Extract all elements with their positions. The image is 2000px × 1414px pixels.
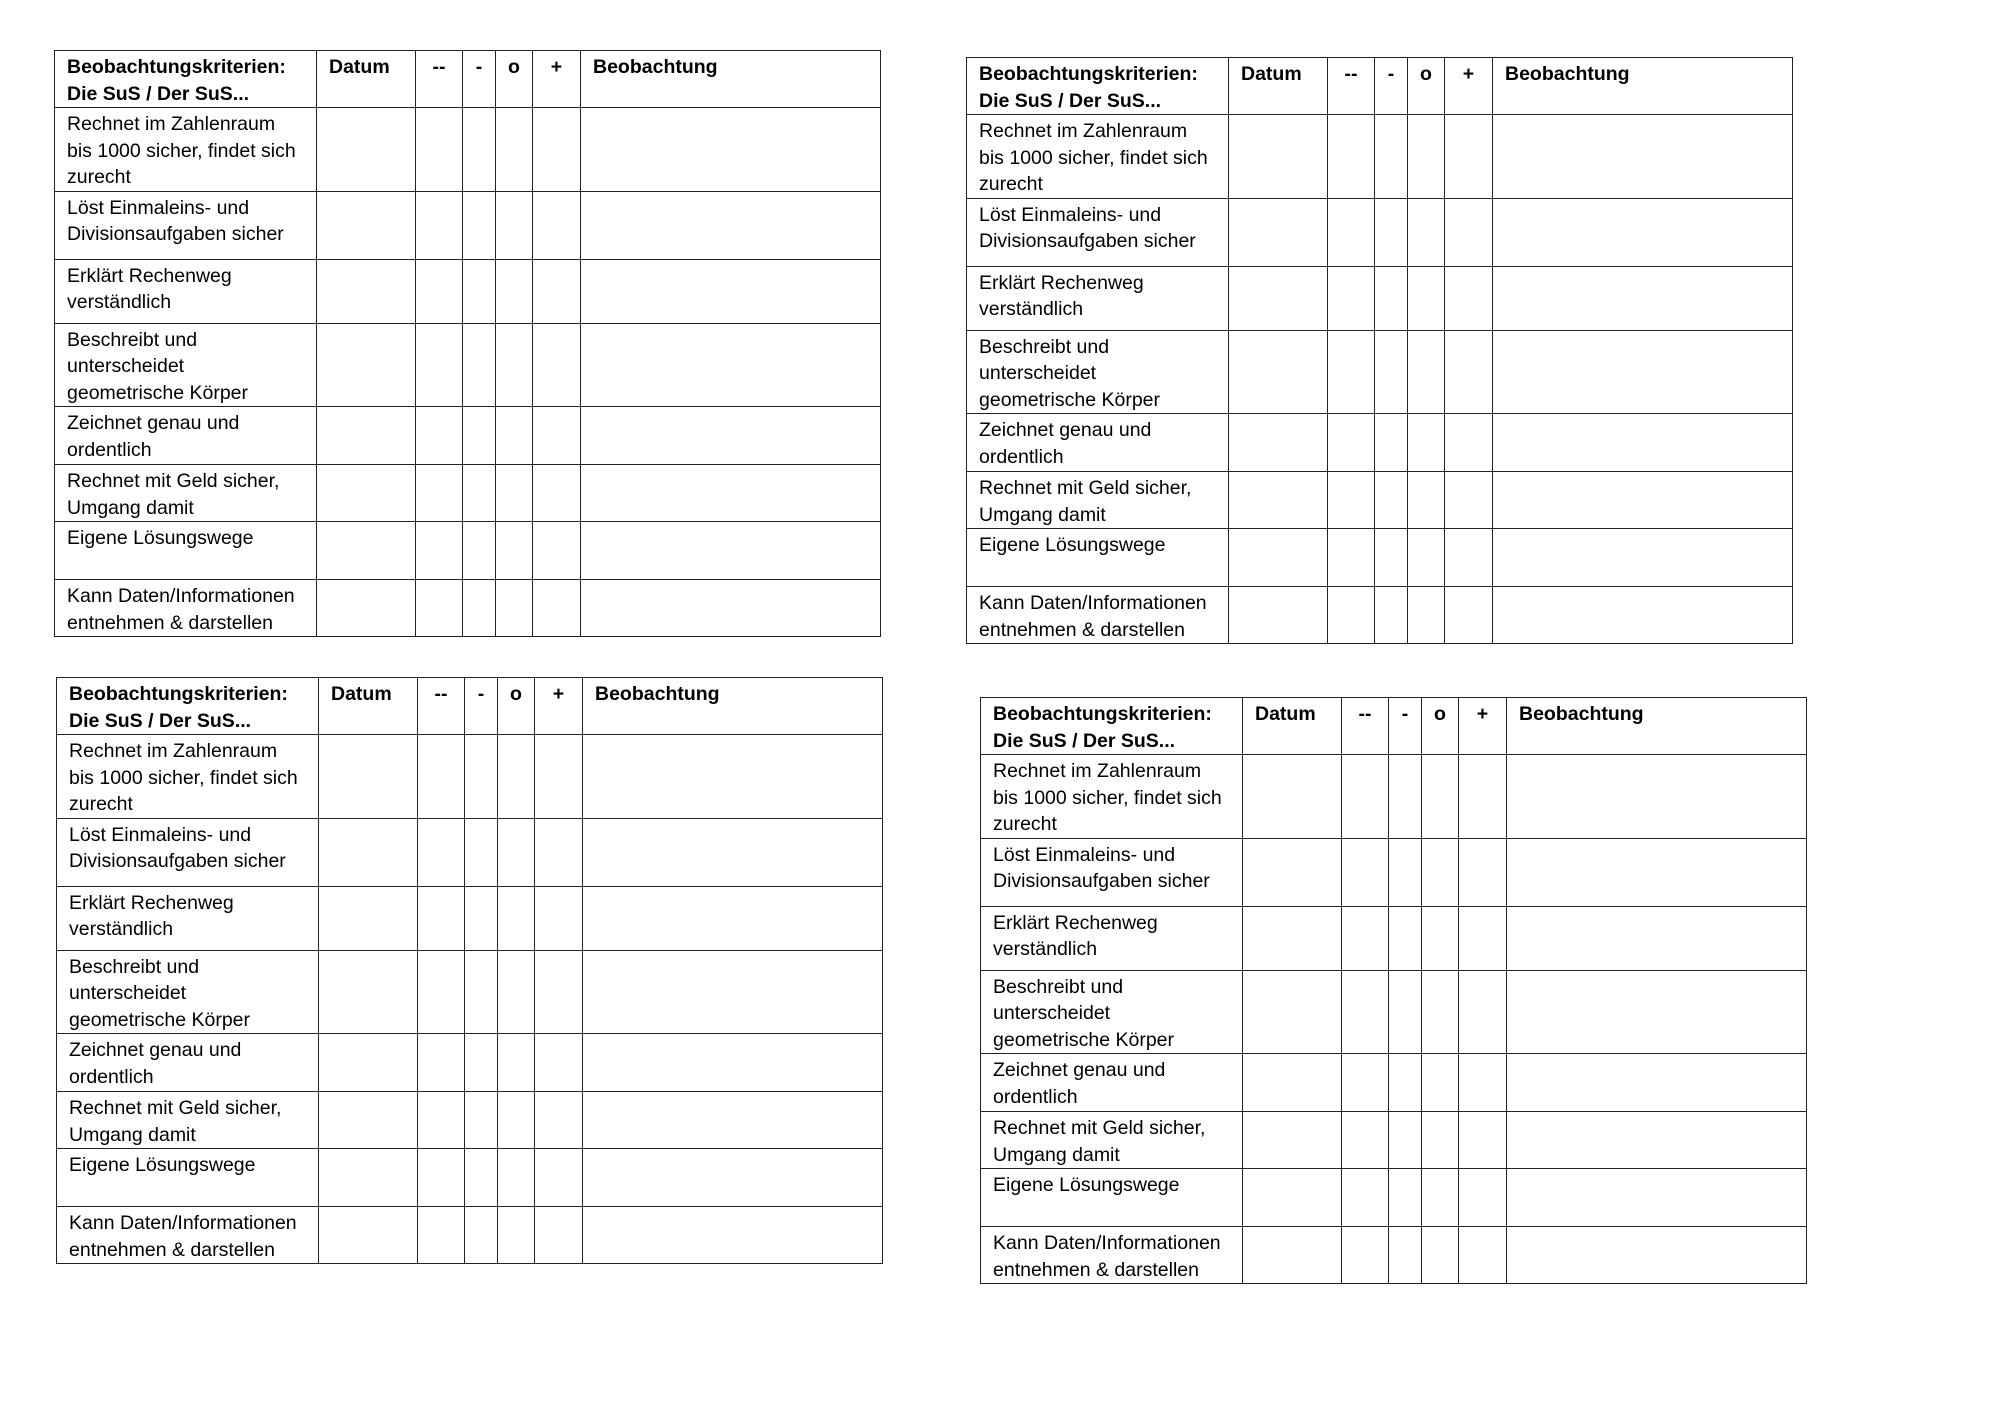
rating-cell[interactable] [1422, 755, 1459, 839]
rating-cell[interactable] [1408, 529, 1445, 587]
rating-cell[interactable] [1459, 1054, 1507, 1112]
rating-cell[interactable] [1389, 1169, 1422, 1227]
table-row [981, 1169, 1807, 1227]
rating-cell[interactable] [1375, 266, 1408, 330]
rating-cell[interactable] [416, 407, 463, 465]
rating-cell[interactable] [1408, 414, 1445, 472]
date-cell[interactable] [1229, 472, 1328, 529]
table-row [967, 472, 1793, 529]
rating-cell[interactable] [416, 259, 463, 323]
rating-cell[interactable] [418, 886, 465, 950]
rating-very-low-header: -- [416, 51, 463, 108]
date-header: Datum [1229, 58, 1328, 115]
rating-cell[interactable] [535, 1034, 583, 1092]
rating-cell[interactable] [498, 886, 535, 950]
table-row [981, 1227, 1807, 1284]
date-cell[interactable] [1229, 198, 1328, 266]
criterion-cell: Erklärt Rechenweg verständlich [967, 266, 1229, 330]
rating-cell[interactable] [1375, 115, 1408, 199]
table-row [967, 529, 1793, 587]
rating-cell[interactable] [465, 735, 498, 819]
rating-cell[interactable] [1375, 472, 1408, 529]
date-cell[interactable] [1229, 414, 1328, 472]
criterion-cell: Löst Einmaleins- und Divisionsaufgaben sicher [55, 191, 317, 259]
rating-cell[interactable] [465, 1207, 498, 1264]
rating-cell[interactable] [418, 1092, 465, 1149]
criterion-cell: Rechnet mit Geld sicher, Umgang damit [981, 1112, 1243, 1169]
rating-cell[interactable] [496, 323, 533, 407]
rating-cell[interactable] [463, 580, 496, 637]
rating-cell[interactable] [463, 191, 496, 259]
date-cell[interactable] [317, 407, 416, 465]
rating-cell[interactable] [1459, 838, 1507, 906]
rating-cell[interactable] [496, 465, 533, 522]
rating-cell[interactable] [1422, 906, 1459, 970]
criterion-cell: Kann Daten/Informationen entnehmen & darstellen [55, 580, 317, 637]
observation-cell[interactable] [581, 522, 881, 580]
table-row [57, 1207, 883, 1264]
observation-cell[interactable] [583, 1207, 883, 1264]
rating-cell[interactable] [535, 1092, 583, 1149]
rating-cell[interactable] [418, 1034, 465, 1092]
rating-low-header: - [463, 51, 496, 108]
rating-cell[interactable] [1342, 1112, 1389, 1169]
criterion-cell: Kann Daten/Informationen entnehmen & darstellen [57, 1207, 319, 1264]
observation-table [56, 677, 883, 1264]
rating-cell[interactable] [496, 522, 533, 580]
rating-cell[interactable] [1389, 906, 1422, 970]
date-cell[interactable] [1229, 529, 1328, 587]
rating-cell[interactable] [498, 1149, 535, 1207]
rating-cell[interactable] [1422, 838, 1459, 906]
rating-high-header: + [533, 51, 581, 108]
rating-very-low-header: -- [1328, 58, 1375, 115]
table-row [981, 755, 1807, 839]
table-header-row [981, 698, 1807, 755]
rating-cell[interactable] [463, 323, 496, 407]
date-cell[interactable] [1229, 330, 1328, 414]
date-cell[interactable] [319, 886, 418, 950]
observation-cell[interactable] [583, 1034, 883, 1092]
observation-cell[interactable] [1493, 414, 1793, 472]
observation-cell[interactable] [1507, 906, 1807, 970]
rating-cell[interactable] [1342, 1169, 1389, 1227]
date-cell[interactable] [319, 735, 418, 819]
rating-cell[interactable] [1408, 330, 1445, 414]
rating-cell[interactable] [1375, 587, 1408, 644]
observation-cell[interactable] [1493, 529, 1793, 587]
rating-cell[interactable] [1375, 330, 1408, 414]
table-row [967, 115, 1793, 199]
rating-cell[interactable] [496, 191, 533, 259]
rating-cell[interactable] [496, 580, 533, 637]
rating-cell[interactable] [1328, 198, 1375, 266]
date-cell[interactable] [1243, 755, 1342, 839]
rating-cell[interactable] [416, 323, 463, 407]
date-cell[interactable] [317, 259, 416, 323]
criterion-cell: Kann Daten/Informationen entnehmen & darstellen [967, 587, 1229, 644]
rating-cell[interactable] [418, 1149, 465, 1207]
observation-cell[interactable] [1493, 330, 1793, 414]
rating-cell[interactable] [535, 818, 583, 886]
date-cell[interactable] [317, 465, 416, 522]
rating-cell[interactable] [1375, 529, 1408, 587]
date-cell[interactable] [1243, 1054, 1342, 1112]
rating-cell[interactable] [1445, 414, 1493, 472]
rating-cell[interactable] [535, 735, 583, 819]
date-cell[interactable] [317, 191, 416, 259]
criterion-cell: Eigene Lösungswege [981, 1169, 1243, 1227]
observation-cell[interactable] [583, 735, 883, 819]
observation-table [980, 697, 1807, 1284]
date-cell[interactable] [319, 950, 418, 1034]
rating-low-header: - [1375, 58, 1408, 115]
date-cell[interactable] [317, 108, 416, 192]
rating-cell[interactable] [1328, 529, 1375, 587]
rating-cell[interactable] [463, 465, 496, 522]
date-cell[interactable] [1229, 266, 1328, 330]
rating-cell[interactable] [498, 818, 535, 886]
criterion-cell: Rechnet im Zahlenraum bis 1000 sicher, findet sich zurecht [967, 115, 1229, 199]
observation-table [966, 57, 1793, 644]
criterion-cell: Beschreibt und unterscheidet geometrische Körper [981, 970, 1243, 1054]
rating-cell[interactable] [1459, 970, 1507, 1054]
criterion-cell: Rechnet im Zahlenraum bis 1000 sicher, findet sich zurecht [981, 755, 1243, 839]
criterion-cell: Eigene Lösungswege [55, 522, 317, 580]
rating-cell[interactable] [463, 108, 496, 192]
date-cell[interactable] [1229, 587, 1328, 644]
criteria-header: Beobachtungskriterien: Die SuS / Der SuS... [967, 58, 1229, 115]
rating-cell[interactable] [1445, 529, 1493, 587]
rating-cell[interactable] [535, 886, 583, 950]
observation-cell[interactable] [583, 950, 883, 1034]
rating-low-header: - [1389, 698, 1422, 755]
observation-cell[interactable] [581, 108, 881, 192]
rating-very-low-header: -- [418, 678, 465, 735]
rating-cell[interactable] [463, 259, 496, 323]
criterion-cell: Löst Einmaleins- und Divisionsaufgaben sicher [967, 198, 1229, 266]
date-header: Datum [319, 678, 418, 735]
rating-low-header: - [465, 678, 498, 735]
criterion-cell: Zeichnet genau und ordentlich [55, 407, 317, 465]
date-cell[interactable] [319, 1149, 418, 1207]
rating-cell[interactable] [1328, 472, 1375, 529]
table-row [55, 522, 881, 580]
criterion-cell: Zeichnet genau und ordentlich [967, 414, 1229, 472]
observation-cell[interactable] [1507, 1054, 1807, 1112]
table-row [981, 970, 1807, 1054]
rating-cell[interactable] [1328, 587, 1375, 644]
rating-cell[interactable] [498, 1092, 535, 1149]
observation-cell[interactable] [581, 191, 881, 259]
rating-cell[interactable] [1342, 755, 1389, 839]
rating-cell[interactable] [1422, 1227, 1459, 1284]
observation-cell[interactable] [581, 407, 881, 465]
observation-cell[interactable] [583, 1092, 883, 1149]
date-cell[interactable] [319, 1034, 418, 1092]
table-header-row [57, 678, 883, 735]
rating-cell[interactable] [1459, 1112, 1507, 1169]
criterion-cell: Beschreibt und unterscheidet geometrische Körper [967, 330, 1229, 414]
table-row [967, 587, 1793, 644]
rating-cell[interactable] [1375, 414, 1408, 472]
rating-cell[interactable] [1408, 115, 1445, 199]
date-cell[interactable] [1229, 115, 1328, 199]
rating-neutral-header: o [1422, 698, 1459, 755]
rating-cell[interactable] [533, 191, 581, 259]
criterion-cell: Rechnet im Zahlenraum bis 1000 sicher, findet sich zurecht [57, 735, 319, 819]
criterion-cell: Beschreibt und unterscheidet geometrische Körper [55, 323, 317, 407]
observation-header: Beobachtung [583, 678, 883, 735]
rating-cell[interactable] [1445, 330, 1493, 414]
rating-cell[interactable] [1328, 266, 1375, 330]
rating-cell[interactable] [1389, 755, 1422, 839]
date-cell[interactable] [317, 323, 416, 407]
rating-cell[interactable] [533, 108, 581, 192]
rating-neutral-header: o [496, 51, 533, 108]
table-row [981, 1112, 1807, 1169]
observation-header: Beobachtung [581, 51, 881, 108]
rating-cell[interactable] [498, 1034, 535, 1092]
rating-cell[interactable] [416, 191, 463, 259]
rating-cell[interactable] [465, 950, 498, 1034]
rating-cell[interactable] [1389, 1227, 1422, 1284]
rating-cell[interactable] [463, 522, 496, 580]
rating-cell[interactable] [1422, 1169, 1459, 1227]
rating-cell[interactable] [465, 1092, 498, 1149]
rating-cell[interactable] [496, 108, 533, 192]
observation-cell[interactable] [583, 1149, 883, 1207]
rating-cell[interactable] [1328, 414, 1375, 472]
criterion-cell: Erklärt Rechenweg verständlich [981, 906, 1243, 970]
rating-neutral-header: o [1408, 58, 1445, 115]
date-cell[interactable] [1243, 906, 1342, 970]
rating-cell[interactable] [463, 407, 496, 465]
rating-cell[interactable] [533, 580, 581, 637]
rating-cell[interactable] [416, 522, 463, 580]
observation-cell[interactable] [1493, 266, 1793, 330]
table-row [57, 735, 883, 819]
rating-neutral-header: o [498, 678, 535, 735]
table-row [55, 323, 881, 407]
table-row [55, 191, 881, 259]
rating-cell[interactable] [1389, 1112, 1422, 1169]
date-header: Datum [1243, 698, 1342, 755]
criterion-cell: Rechnet im Zahlenraum bis 1000 sicher, findet sich zurecht [55, 108, 317, 192]
rating-cell[interactable] [1342, 838, 1389, 906]
rating-cell[interactable] [533, 522, 581, 580]
observation-cell[interactable] [1493, 198, 1793, 266]
observation-cell[interactable] [1507, 1227, 1807, 1284]
rating-cell[interactable] [1422, 1112, 1459, 1169]
observation-cell[interactable] [1507, 1112, 1807, 1169]
date-cell[interactable] [1243, 1227, 1342, 1284]
table-row [967, 414, 1793, 472]
rating-cell[interactable] [1342, 970, 1389, 1054]
table-row [981, 838, 1807, 906]
rating-cell[interactable] [533, 259, 581, 323]
observation-cell[interactable] [1493, 115, 1793, 199]
rating-cell[interactable] [418, 1207, 465, 1264]
observation-cell[interactable] [581, 323, 881, 407]
rating-cell[interactable] [465, 818, 498, 886]
rating-cell[interactable] [416, 580, 463, 637]
criterion-cell: Beschreibt und unterscheidet geometrische Körper [57, 950, 319, 1034]
observation-header: Beobachtung [1493, 58, 1793, 115]
rating-cell[interactable] [496, 407, 533, 465]
rating-cell[interactable] [1445, 115, 1493, 199]
table-row [55, 108, 881, 192]
rating-cell[interactable] [1459, 1169, 1507, 1227]
rating-cell[interactable] [535, 1207, 583, 1264]
observation-cell[interactable] [583, 818, 883, 886]
rating-cell[interactable] [465, 1034, 498, 1092]
observation-cell[interactable] [1507, 838, 1807, 906]
criterion-cell: Eigene Lösungswege [967, 529, 1229, 587]
rating-high-header: + [1459, 698, 1507, 755]
observation-cell[interactable] [581, 259, 881, 323]
table-row [57, 1092, 883, 1149]
criterion-cell: Zeichnet genau und ordentlich [57, 1034, 319, 1092]
criterion-cell: Kann Daten/Informationen entnehmen & darstellen [981, 1227, 1243, 1284]
rating-cell[interactable] [465, 886, 498, 950]
rating-cell[interactable] [1445, 472, 1493, 529]
date-cell[interactable] [317, 580, 416, 637]
rating-cell[interactable] [533, 465, 581, 522]
date-cell[interactable] [1243, 970, 1342, 1054]
rating-cell[interactable] [1408, 587, 1445, 644]
rating-cell[interactable] [418, 818, 465, 886]
criterion-cell: Zeichnet genau und ordentlich [981, 1054, 1243, 1112]
table-row [967, 198, 1793, 266]
rating-cell[interactable] [1328, 115, 1375, 199]
date-cell[interactable] [319, 818, 418, 886]
table-row [57, 1034, 883, 1092]
criterion-cell: Rechnet mit Geld sicher, Umgang damit [967, 472, 1229, 529]
observation-table [54, 50, 881, 637]
observation-header: Beobachtung [1507, 698, 1807, 755]
rating-cell[interactable] [1408, 472, 1445, 529]
table-row [57, 1149, 883, 1207]
date-cell[interactable] [1243, 1112, 1342, 1169]
criteria-header: Beobachtungskriterien: Die SuS / Der SuS... [57, 678, 319, 735]
criterion-cell: Rechnet mit Geld sicher, Umgang damit [55, 465, 317, 522]
rating-cell[interactable] [1445, 198, 1493, 266]
rating-cell[interactable] [1408, 198, 1445, 266]
rating-cell[interactable] [1375, 198, 1408, 266]
observation-cell[interactable] [1507, 1169, 1807, 1227]
rating-cell[interactable] [1422, 1054, 1459, 1112]
rating-cell[interactable] [1342, 1227, 1389, 1284]
rating-cell[interactable] [535, 1149, 583, 1207]
criteria-header: Beobachtungskriterien: Die SuS / Der SuS... [55, 51, 317, 108]
observation-cell[interactable] [1507, 755, 1807, 839]
date-cell[interactable] [1243, 1169, 1342, 1227]
rating-cell[interactable] [535, 950, 583, 1034]
rating-cell[interactable] [498, 950, 535, 1034]
criterion-cell: Rechnet mit Geld sicher, Umgang damit [57, 1092, 319, 1149]
observation-cell[interactable] [1493, 472, 1793, 529]
table-header-row [55, 51, 881, 108]
date-cell[interactable] [317, 522, 416, 580]
observation-cell[interactable] [1493, 587, 1793, 644]
rating-cell[interactable] [1445, 266, 1493, 330]
rating-cell[interactable] [533, 407, 581, 465]
date-header: Datum [317, 51, 416, 108]
observation-cell[interactable] [581, 465, 881, 522]
observation-cell[interactable] [1507, 970, 1807, 1054]
table-row [981, 1054, 1807, 1112]
rating-very-low-header: -- [1342, 698, 1389, 755]
criterion-cell: Erklärt Rechenweg verständlich [57, 886, 319, 950]
rating-cell[interactable] [1445, 587, 1493, 644]
rating-cell[interactable] [1389, 1054, 1422, 1112]
criterion-cell: Löst Einmaleins- und Divisionsaufgaben sicher [981, 838, 1243, 906]
rating-cell[interactable] [416, 465, 463, 522]
rating-cell[interactable] [465, 1149, 498, 1207]
rating-cell[interactable] [1459, 906, 1507, 970]
rating-cell[interactable] [1389, 838, 1422, 906]
table-row [57, 886, 883, 950]
table-row [55, 259, 881, 323]
rating-cell[interactable] [418, 950, 465, 1034]
table-row [981, 906, 1807, 970]
table-row [55, 407, 881, 465]
rating-cell[interactable] [1459, 755, 1507, 839]
rating-cell[interactable] [498, 735, 535, 819]
date-cell[interactable] [319, 1207, 418, 1264]
table-row [967, 330, 1793, 414]
observation-cell[interactable] [583, 886, 883, 950]
table-row [55, 580, 881, 637]
rating-cell[interactable] [1342, 1054, 1389, 1112]
table-row [57, 950, 883, 1034]
table-row [55, 465, 881, 522]
rating-cell[interactable] [1389, 970, 1422, 1054]
rating-cell[interactable] [1422, 970, 1459, 1054]
table-row [967, 266, 1793, 330]
criterion-cell: Erklärt Rechenweg verständlich [55, 259, 317, 323]
observation-cell[interactable] [581, 580, 881, 637]
rating-cell[interactable] [1342, 906, 1389, 970]
rating-high-header: + [535, 678, 583, 735]
rating-cell[interactable] [1328, 330, 1375, 414]
rating-cell[interactable] [416, 108, 463, 192]
rating-cell[interactable] [1459, 1227, 1507, 1284]
criteria-header: Beobachtungskriterien: Die SuS / Der SuS... [981, 698, 1243, 755]
rating-cell[interactable] [498, 1207, 535, 1264]
date-cell[interactable] [1243, 838, 1342, 906]
rating-cell[interactable] [533, 323, 581, 407]
rating-cell[interactable] [418, 735, 465, 819]
rating-cell[interactable] [1408, 266, 1445, 330]
criterion-cell: Eigene Lösungswege [57, 1149, 319, 1207]
date-cell[interactable] [319, 1092, 418, 1149]
criterion-cell: Löst Einmaleins- und Divisionsaufgaben sicher [57, 818, 319, 886]
table-header-row [967, 58, 1793, 115]
table-row [57, 818, 883, 886]
rating-high-header: + [1445, 58, 1493, 115]
rating-cell[interactable] [496, 259, 533, 323]
